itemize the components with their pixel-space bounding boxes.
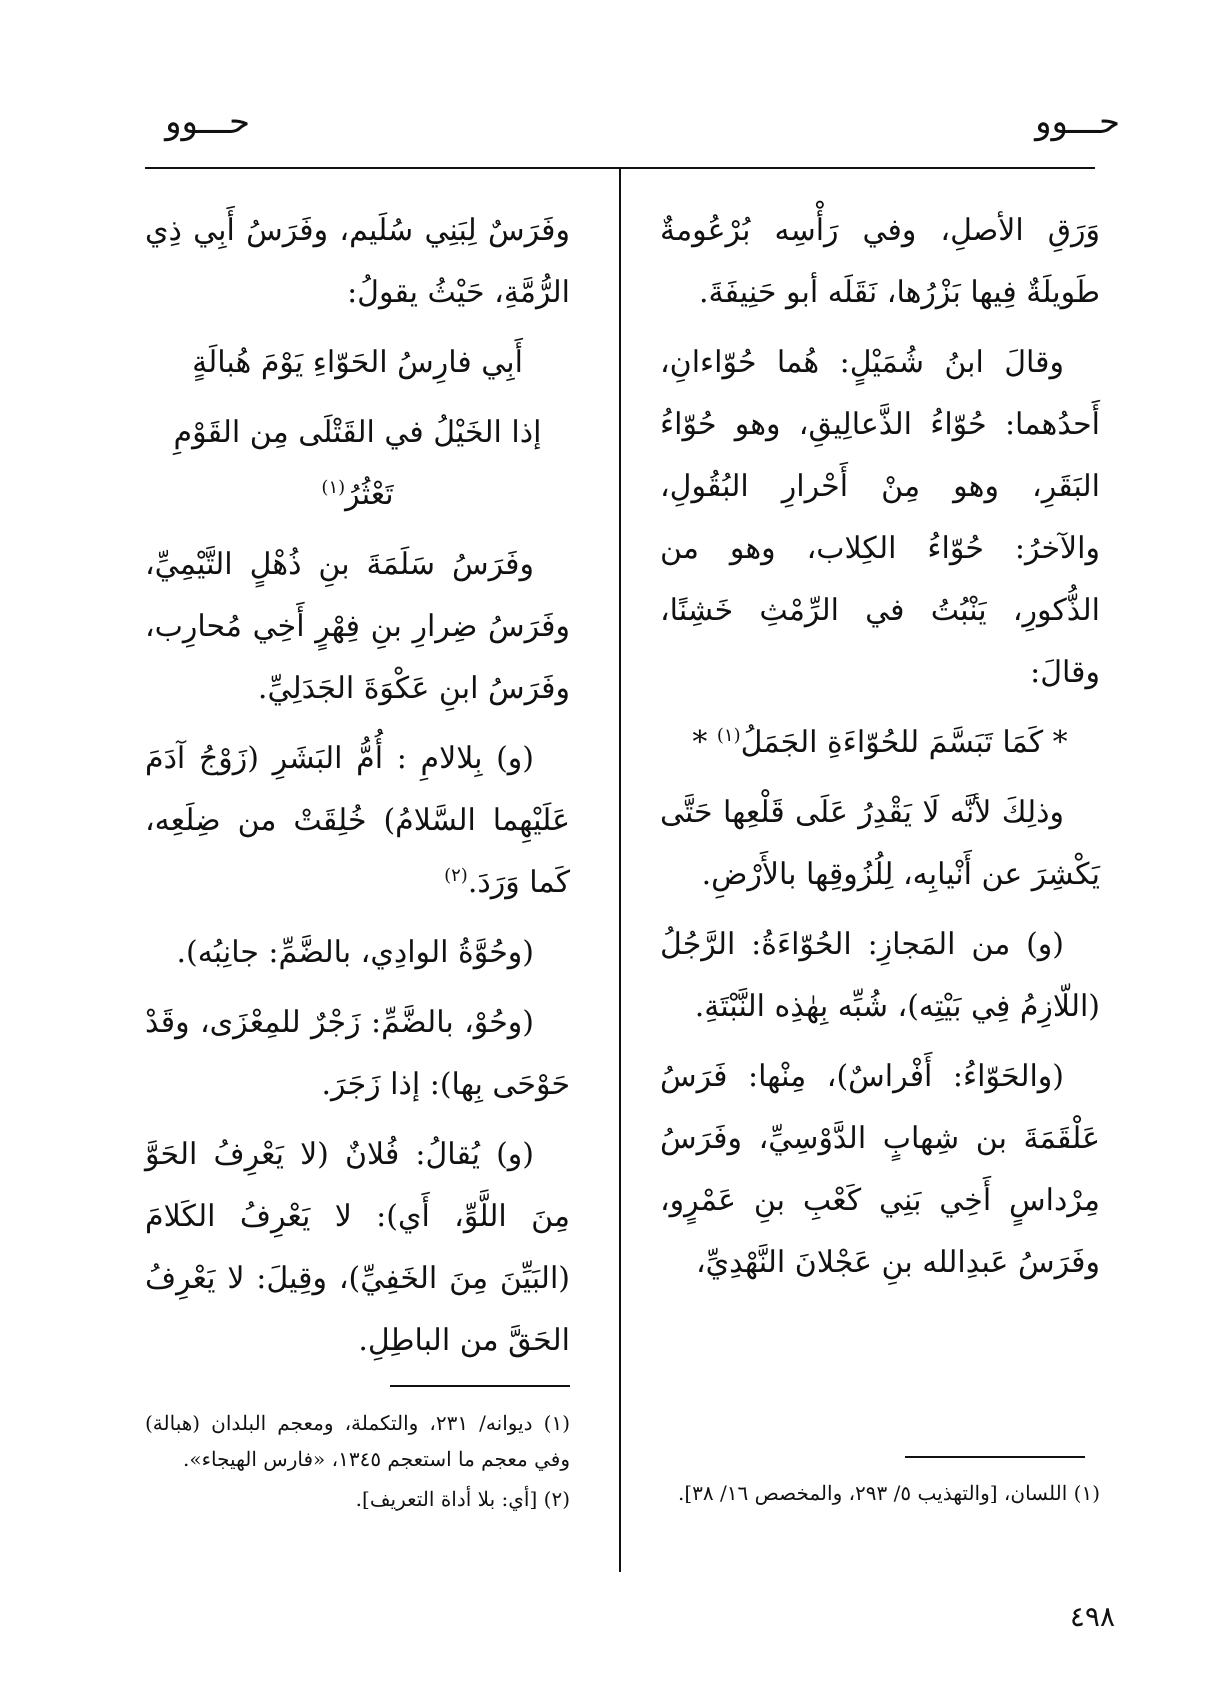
paragraph: (و) من المَجازِ: الحُوّاءَةُ: الرَّجُلُ (اللّازِمُ فِي بَيْتِه)، شُبِّه بِهٰذِه النَّبْتَةِ. <box>660 927 1100 1024</box>
verse: * كَمَا تَبَسَّمَ للحُوّاءَةِ الجَمَلُ$^{(١)}$ * <box>692 725 1068 760</box>
verse-hemistich: إذا الخَيْلُ في القَتْلَى مِن القَوْمِ تَعْثُرُ$^{(١)}$ <box>173 415 542 512</box>
paragraph: (وحُوَّةُ الوادِي، بالضَّمِّ: جانِبُه). <box>176 935 534 970</box>
footnote-rule-right <box>905 1456 1085 1458</box>
paragraph: وفَرَسُ سَلَمَةَ بنِ ذُهْلٍ التَّيْمِيِّ، وفَرَسُ ضِرارِ بنِ فِهْرٍ أَخِي مُحارِب، وفَرَسُ ابنِ عَكْوَةَ الجَدَلِيِّ. <box>145 547 570 706</box>
paragraph: وفَرَسٌ لِبَنِي سُلَيم، وفَرَسُ أَبِي ذِي الرُّمَّةِ، حَيْثُ يقولُ: <box>145 213 570 310</box>
paragraph: وقالَ ابنُ شُمَيْلٍ: هُما حُوّاءانِ، أَحدُهما: حُوّاءُ الذَّعالِيقِ، وهو حُوّاءُ البَقَرِ، وهو مِنْ أَحْرارِ البُقُولِ، والآخرُ: حُوّاءُ الكِلاب، وهو من الذُّكورِ، يَنْبُتُ في الرِّمْثِ خَشِنًا، وقالَ: <box>660 345 1100 690</box>
footnote: (٢) [أي: بلا أداة التعريف]. <box>355 1487 570 1511</box>
footnotes-right <box>660 1475 1100 1515</box>
paragraph: (والحَوّاءُ: أَفْراسٌ)، مِنْها: فَرَسُ عَلْقَمَةَ بن شِهابٍ الدَّوْسِيِّ، وفَرَسُ مِرْداسٍ أَخِي بَنِي كَعْبِ بنِ عَمْرٍو، وفَرَسُ عَبدِالله بنِ عَجْلانَ النَّهْدِيِّ، <box>660 1059 1100 1280</box>
paragraph: وذلِكَ لأنَّه لَا يَقْدِرُ عَلَى قَلْعِها حَتَّى يَكْشِرَ عن أَنْيابِه، لِلُزُوقِها بالأَرْضِ. <box>660 795 1100 892</box>
footnote-rule-left <box>390 1385 570 1387</box>
paragraph: (وحُوْ، بالضَّمِّ: زَجْرٌ للمِعْزَى، وقَدْ حَوْحَى بِها): إذا زَجَرَ. <box>145 1005 570 1102</box>
running-head-left: حـــوو <box>165 102 250 142</box>
footnote: (١) اللسان، [والتهذيب ٥/ ٢٩٣، والمخصص ١٦/ ٣٨]. <box>678 1481 1100 1505</box>
footnote-marker: (١) <box>716 725 741 746</box>
paragraph: (و) يُقالُ: فُلانٌ (لا يَعْرِفُ الحَوَّ مِنَ اللَّوِّ، أَي): لا يَعْرِفُ الكَلامَ (البَيِّنَ مِنَ الخَفِيِّ)، وقِيلَ: لا يَعْرِفُ الحَقَّ من الباطِلِ. <box>145 1137 570 1358</box>
footnotes-left <box>145 1405 570 1521</box>
left-column <box>145 200 570 1380</box>
paragraph: (و) بِلالامِ : أُمُّ البَشَرِ (زَوْجُ آدَمَ عَلَيْهِما السَّلامُ) خُلِقَتْ من ضِلَعِه، كَما وَرَدَ.$^{(٢)}$ <box>145 741 570 900</box>
column-divider <box>619 167 621 1572</box>
footnote: (١) ديوانه/ ٢٣١، والتكملة، ومعجم البلدان (هبالة) وفي معجم ما استعجم ١٣٤٥، «فارس الهيجاء». <box>145 1411 570 1471</box>
footnote-marker: (١) <box>321 477 346 498</box>
paragraph: وَرَقِ الأصلِ، وفي رَأْسِه بُرْعُومةٌ طَويلَةٌ فِيها بَزْرُها، نَقَلَه أبو حَنِيفَةَ. <box>660 213 1100 310</box>
page-number: ٤٩٨ <box>1069 1600 1115 1633</box>
running-head-right: حـــوو <box>1035 102 1120 142</box>
right-column <box>660 200 1100 1302</box>
verse-hemistich: أَبِي فارِسُ الحَوّاءِ يَوْمَ هُبالَةٍ <box>192 345 523 380</box>
footnote-marker: (٢) <box>444 865 468 886</box>
